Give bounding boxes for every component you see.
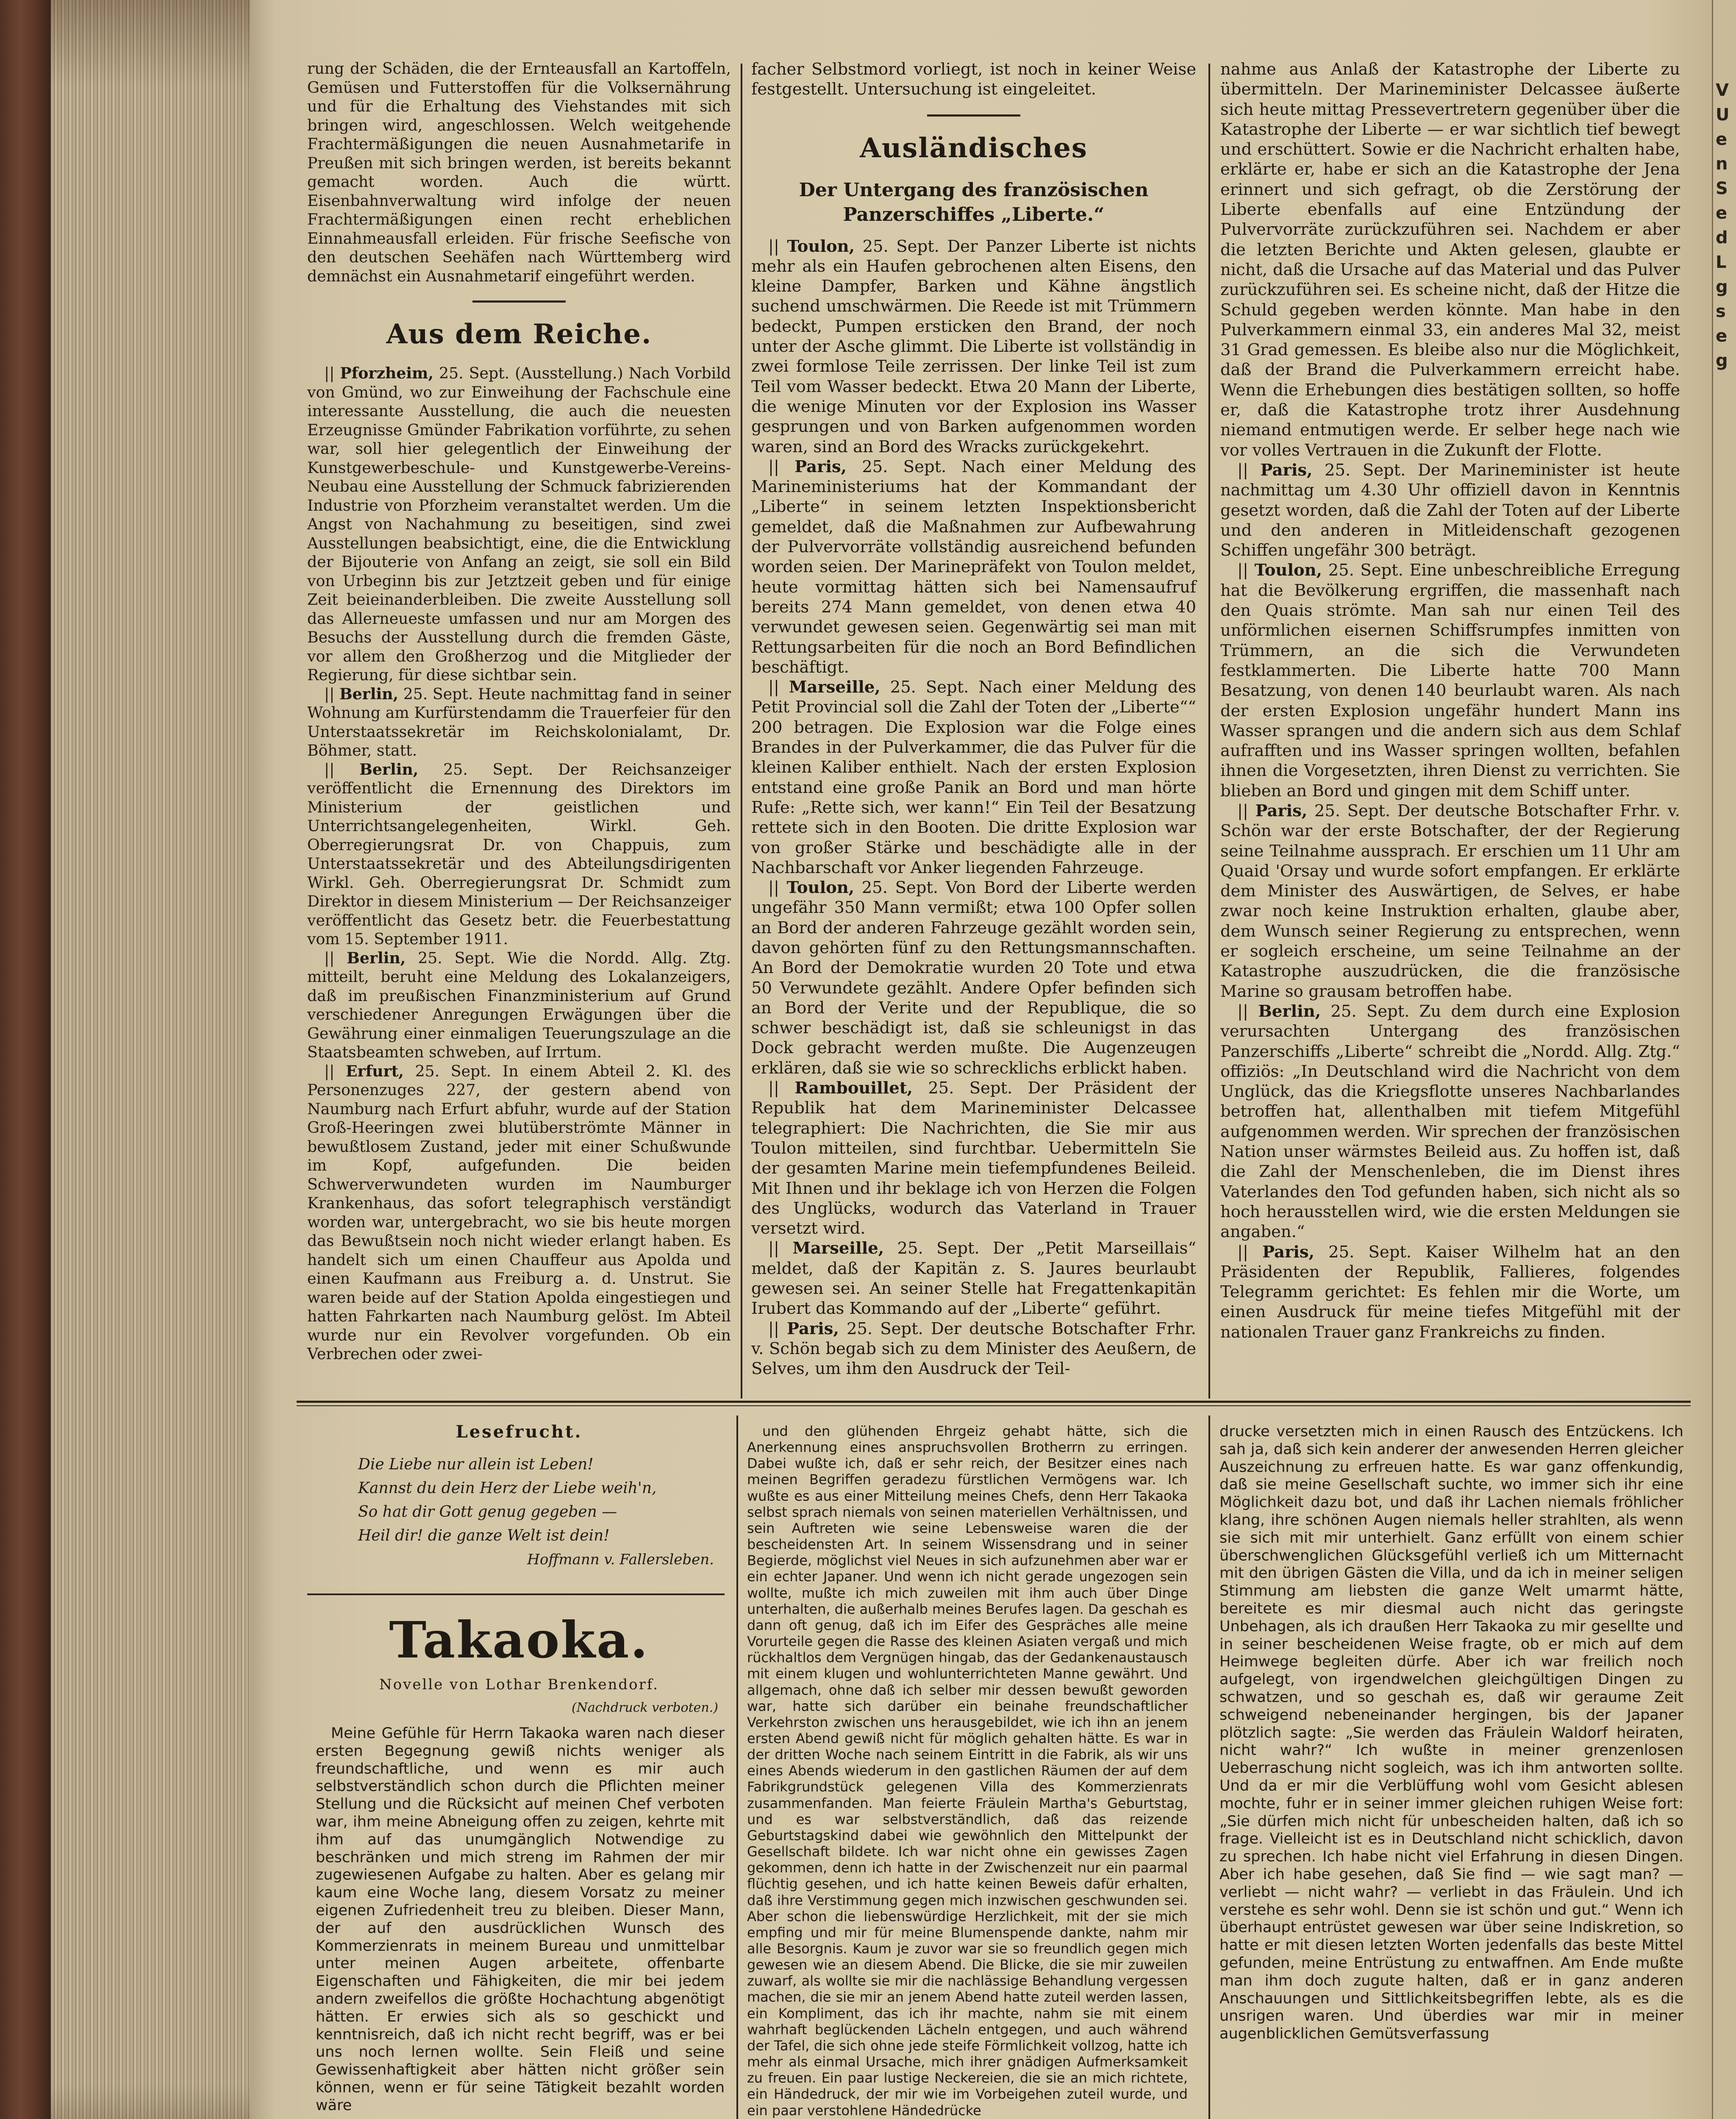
- story-column-2: [747, 1423, 1188, 2119]
- article-text: Nach einer Meldung des Marineministeriums hat der Kommandant der „Liberte“ in seinem letzten Inspektionsbericht gemeldet, daß die Maßnahmen zur Aufbewahrung der Pulvervorräte vollständig ausreichend befunden worden seien. Der Marinepräfekt von Toulon meldet, heute vormittag hätten sich bei Namensaufruf bereits 274 Mann gemeldet, von denen etwa 40 verwundet gewesen seien. Gegenwärtig sei man mit Rettungsarbeiten für die noch an Bord Befindlichen beschäftigt.: [751, 457, 1196, 677]
- strip-glyph: e: [1716, 203, 1728, 223]
- strip-glyph: d: [1716, 228, 1728, 247]
- next-page-strip: [1712, 0, 1736, 2119]
- article-text: Eine unbeschreibliche Erregung hat die Bevölkerung ergriffen, die massenhaft nach den Quais strömte. Man sah nur einen Teil des unförmlichen eisernen Schiffsrumpfes inmitten von Trümmern, an die sich die Verwundeten festklammerten. Die Liberte hatte 700 Mann Besatzung, von denen 140 beurlaubt waren. Als nach der ersten Explosion ungefähr hundert Mann ins Wasser sprangen und die andern sich aus dem Schlaf aufrafften und ins Wasser springen wollten, befahlen ihnen die Vorgesetzten, ihren Dienst zu verrichten. Sie blieben an Bord und gingen mit dem Schiff unter.: [1220, 561, 1680, 801]
- dateline-date: 25. Sept.: [847, 457, 947, 476]
- article-text: Wie die Nordd. Allg. Ztg. mitteilt, beruht eine Meldung des Lokalanzeigers, daß im preußischen Finanzministerium auf Grund verschiedener Anregungen Erwägungen über die Gewährung einer einmaligen Teuerungszulage an die Staatsbeamten schweben, auf Irrtum.: [307, 948, 731, 1061]
- subheading-liberte: Der Untergang des französischen Panzerschiffes „Liberte.“: [799, 179, 1149, 225]
- article-paragraph: [307, 364, 731, 685]
- dateline-date: 25. Sept.: [1322, 561, 1403, 580]
- dateline-date: 25. Sept.: [1307, 801, 1391, 820]
- article-text: Von Bord der Liberte werden ungefähr 350 Mann vermißt; etwa 100 Opfer sollen an Bord der anderen Fahrzeuge gezählt worden sein, davon gehörten fünf zu den Rettungsmannschaften. An Bord der Demokratie wurden 20 Tote und etwa 50 Verwundete gezählt. Andere Opfer befinden sich an Bord der Verite und der Republique, die so schwer beschädigt ist, daß sie schleunigst in das Dock gebracht werden mußte. Die Augenzeugen erklären, daß sie wie so schrecklichs erblickt haben.: [751, 878, 1197, 1078]
- story-text: drucke versetzten mich in einen Rausch des Entzückens. Ich sah ja, daß sich kein anderer der anwesenden Herren gleicher Auszeichnung zu erfreuen hatte. Es war ganz offenkundig, daß sie meine Gesellschaft suchte, wo immer sich ihr eine Möglichkeit dazu bot, und daß ihr Lachen niemals fröhlicher klang, ihre schönen Augen niemals heller strahlten, als wenn sie sich mit mir unterhielt. Ganz erfüllt von einem schier überschwenglichen Glücksgefühl verließ ich um Mitternacht mit den übrigen Gästen die Villa, und da ich in meiner seligen Stimmung am liebsten die ganze Welt umarmt hätte, bereitete es mir diesmal auch nicht das geringste Unbehagen, als ich draußen Herr Takaoka zu mir gesellte und in seiner bescheidenen Weise fragte, ob er mich auf dem Heimwege begleiten dürfe. Aber ich war freilich noch aufgelegt, von irgendwelchen gleichgültigen Dingen zu schwatzen, und so geschah es, daß wir geraume Zeit schweigend nebeneinander hergingen, bis der Japaner plötzlich sagte: „Sie werden das Fräulein Waldorf heiraten, nicht wahr?“ Ich wußte in meiner grenzenlosen Ueberraschung nicht sogleich, was ich ihm antworten sollte. Und da er mir die Verblüffung wohl vom Gesicht ablesen mochte, fuhr er in seiner immer gleichen ruhigen Weise fort: „Sie dürfen mich nicht für unbescheiden halten, daß ich so frage. Vielleicht ist es in Deutschland nicht schicklich, davon zu sprechen. Ich habe nicht viel Erfahrung in diesen Dingen. Aber ich habe gesehen, daß Sie find — wie sagt man? — verliebt — nicht wahr? — verliebt in das Fräulein. Und ich verstehe es sehr wohl. Denn sie ist schön und gut.“ Wenn ich überhaupt entrüstet gewesen war über seine Indiskretion, so hatte er mit diesen letzten Worten jedenfalls das beste Mittel gefunden, meine Entrüstung zu entwaffnen. Am Ende mußte man ihm doch zugute halten, daß er in ganz anderen Anschauungen und Sittlichkeitsbegriffen lebte, als es die unsrigen waren. Und überdies war mir in meiner augenblicklichen Gemütsverfassung: [1219, 1423, 1683, 2043]
- article-paragraph: [307, 760, 731, 949]
- dateline: Marseille,: [789, 678, 880, 697]
- poem-author: Hoffmann v. Fallersleben.: [527, 1551, 714, 1568]
- heading-auslaendisches: Ausländisches: [860, 132, 1088, 164]
- dateline: Erfurt,: [346, 1062, 404, 1080]
- strip-glyph: g: [1716, 351, 1728, 370]
- column-1: [307, 59, 731, 1364]
- dateline: Rambouillet,: [794, 1079, 913, 1098]
- article-paragraph: [751, 236, 1196, 457]
- dateline: Paris,: [1262, 1242, 1314, 1262]
- poem-line: So hat dir Gott genug gegeben —: [358, 1503, 617, 1521]
- col1-intro: rung der Schäden, die der Ernteausfall an Kartoffeln, Gemüsen und Futterstoffen für die Volksernährung und für die Erhaltung des Viehstandes mit sich bringen wird, angeschlossen. Welch weitgehende Frachtermäßigungen die neuen Ausnahmetarife in Preußen mit sich bringen werden, ist bereits bekannt gemacht worden. Auch die württ. Eisenbahnverwaltung wird infolge der neuen Frachtermäßigungen einen recht erheblichen Einnahmeausfall erleiden. Für frische Seefische von den deutschen Seehäfen nach Württemberg wird demnächst ein Ausnahmetarif eingeführt werden.: [307, 59, 731, 285]
- story-note: (Nachdruck verboten.): [571, 1700, 718, 1715]
- dateline-mark: ||: [768, 457, 795, 476]
- poem-line: Kannst du dein Herz der Liebe weih'n,: [358, 1479, 657, 1497]
- story-text: und den glühenden Ehrgeiz gehabt hätte, sich die Anerkennung eines anspruchsvollen Brotherrn zu erringen. Dabei wußte ich, daß er sehr reich, der Besitzer eines nach meinen Begriffen geradezu fürstlichen Vermögens war. Ich wußte es aus einer Mitteilung meines Chefs, denn Herr Takaoka selbst sprach niemals von seinen materiellen Verhältnissen, und sein Auftreten wie seine Lebensweise waren die der bescheidensten Art. In seinem Wissensdrang und in seiner Begierde, möglichst viel Neues in sich aufzunehmen aber war er ein echter Japaner. Und wenn ich nicht gerade ungezogen sein wollte, mußte ich mich zuweilen mit ihm auch über Dinge unterhalten, die außerhalb meines Berufes lagen. Da geschah es dann oft genug, daß ich im Eifer des Gespräches alle meine Vorurteile gegen die Rasse des kleinen Asiaten vergaß und mich rückhaltlos dem Vergnügen hingab, das der Gedankenaustausch mit einem klugen und wohlunterrichteten Manne gewährt. Und allgemach, ohne daß ich selber mir dessen bewußt geworden war, hatte sich darüber ein beinahe freundschaftlicher Verkehrston zwischen uns herausgebildet, wie ich ihn an jenem ersten Abend gewiß nicht für möglich gehalten hätte. Es war in der dritten Woche nach seinem Eintritt in die Fabrik, als wir uns eines Abends wiederum in den gastlichen Räumen der auf dem Fabrikgrundstück gelegenen Villa des Kommerzienrats zusammenfanden. Man feierte Fräulein Martha's Geburtstag, und es war selbstverständlich, daß das reizende Geburtstagskind dabei wie gewöhnlich den Mittelpunkt der Gesellschaft bildete. Ich war nicht ohne ein gewisses Zagen gekommen, denn ich hatte in der Zwischenzeit nur ein paarmal flüchtig gesehen, und ich hatte keinen Beweis dafür erhalten, daß ihre Verstimmung gegen mich inzwischen geschwunden sei. Aber schon die liebenswürdige Herzlichkeit, mit der sie mich empfing und mir für meine Blumenspende dankte, nahm mir alle Besorgnis. Kaum je zuvor war sie so freundlich gegen mich gewesen wie an diesem Abend. Die Blicke, die sie mir zuweilen zuwarf, als wollte sie mir die nachlässige Behandlung vergessen machen, die sie mir an jenem Abend hatte zuteil werden lassen, ein Kompliment, das ich ihr machte, nahm sie mit einem wahrhaft beglückenden Lächeln entgegen, und auch während der Tafel, die sich ohne jede steife Förmlichkeit vollzog, hatte ich mehr als einmal Ursache, mich ihrer gnädigen Aufmerksamkeit zu freuen. Ein paar lustige Neckereien, die sie an mich richtete, ein Händedruck, der mir wie im Vorbeigehen zuteil wurde, und ein paar verstohlene Händedrücke: [747, 1423, 1188, 2119]
- dateline-mark: ||: [324, 364, 340, 382]
- strip-glyph: e: [1716, 130, 1728, 149]
- column-rule: [1208, 64, 1210, 1399]
- dateline-date: 25. Sept.: [855, 236, 939, 256]
- dateline-date: 25. Sept.: [880, 678, 969, 697]
- poem-title: Lesefrucht.: [456, 1422, 583, 1442]
- dateline-date: 25. Sept.: [884, 1239, 980, 1258]
- article-text: Heute nachmittag fand in seiner Wohnung am Kurfürstendamm die Trauerfeier für den Unterstaatssekretär im Reichskolonialamt, Dr. Böhmer, statt.: [307, 684, 731, 759]
- col2-intro: facher Selbstmord vorliegt, ist noch in keiner Weise festgestellt. Untersuchung ist eingeleitet.: [751, 60, 1196, 99]
- article-paragraph: [751, 1078, 1196, 1238]
- article-paragraph: [307, 949, 731, 1062]
- article-paragraph: [1220, 801, 1680, 1001]
- story-title: Takaoka.: [389, 1610, 649, 1669]
- dateline-mark: ||: [324, 948, 347, 967]
- strip-glyph: V: [1716, 81, 1729, 100]
- article-text: Zu dem durch eine Explosion verursachten Untergang des französischen Panzerschiffs „Liberte“ schreibt die „Nordd. Allg. Ztg.“ offiziös: „In Deutschland wird die Nachricht von dem Unglück, das die Kriegsflotte unseres Nachbarlandes betroffen hat, allenthalben mit tiefem Mitgefühl aufgenommen werden. Wir sprechen der französischen Nation unser wärmstes Beileid aus. Zu hoffen ist, daß die Zahl der Menschenleben, die im Dienst ihres Vaterlandes den Tod gefunden haben, sich nicht als so hoch herausstellen wird, wie die ersten Meldungen sie angaben.“: [1220, 1001, 1680, 1242]
- strip-glyph: U: [1716, 105, 1730, 125]
- article-paragraph: [1220, 1242, 1680, 1342]
- dateline: Berlin,: [359, 760, 419, 779]
- dateline-mark: ||: [1237, 1001, 1258, 1021]
- story-column-3: [1219, 1423, 1683, 2043]
- dateline-mark: ||: [1237, 1242, 1263, 1262]
- poem-rule: [307, 1593, 725, 1595]
- article-paragraph: [307, 1062, 731, 1364]
- dateline-mark: ||: [768, 1079, 795, 1098]
- dateline-date: 25. Sept.: [854, 878, 939, 898]
- strip-glyph: g: [1716, 277, 1728, 297]
- dateline-mark: ||: [324, 684, 339, 703]
- strip-glyph: e: [1716, 326, 1728, 346]
- poem-line: Die Liebe nur allein ist Leben!: [358, 1456, 594, 1473]
- dateline-date: 25. Sept.: [839, 1319, 923, 1338]
- book-spine: [0, 0, 51, 2119]
- article-text: Nach einer Meldung des Petit Provincial soll die Zahl der Toten der „Liberte““ 200 betragen. Die Explosion war die Folge eines Brandes in der Pulverkammer, die das Pulver für die kleinen Kaliber enthielt. Nach der ersten Explosion entstand eine große Panik an Bord und man hörte Rufe: „Rette sich, wer kann!“ Ein Teil der Besatzung rettete sich in den Booten. Die dritte Explosion war von großer Stärke und beschädigte alle in der Nachbarschaft vor Anker liegenden Fahrzeuge.: [751, 678, 1196, 877]
- article-text: Der Panzer Liberte ist nichts mehr als ein Haufen gebrochenen alten Eisens, den kleine Dampfer, Barken und Kähne ängstlich suchend umschwärmen. Die Reede ist mit Trümmern bedeckt, Pumpen ersticken den Brand, der noch unter der Asche glimmt. Die Liberte ist vollständig in zwei formlose Teile zerrissen. Der linke Teil ist zum Teil vom Wasser bedeckt. Etwa 20 Mann der Liberte, die wenige Minuten vor der Explosion ins Wasser gesprungen und von Barken aufgenommen worden waren, sind an Bord des Wracks zurückgekehrt.: [751, 236, 1196, 456]
- dateline: Paris,: [794, 457, 847, 476]
- article-text: Kaiser Wilhelm hat an den Präsidenten der Republik, Fallieres, folgendes Telegramm gerichtet: Es fehlen mir die Worte, um einen Ausdruck für meine tiefes Mitgefühl mit der nationalen Trauer ganz Frankreichs zu finden.: [1220, 1242, 1680, 1342]
- dateline: Paris,: [1260, 460, 1313, 480]
- dateline: Berlin,: [1258, 1001, 1321, 1021]
- dateline-date: 25. Sept.: [1312, 460, 1406, 480]
- dateline: Toulon,: [786, 878, 855, 898]
- dateline: Paris,: [1255, 801, 1308, 820]
- article-text: Der Präsident der Republik hat dem Marineminister Delcassee telegraphiert: Die Nachrichten, die Sie mir aus Toulon mitteilen, sind furchtbar. Uebermitteln Sie der gesamten Marine mein tiefempfundenes Beileid. Mit Ihnen und ihr beklage ich von Herzen die Folgen des Unglücks, wodurch das Vaterland in Trauer versetzt wird.: [751, 1079, 1197, 1238]
- feuilleton-rule: [297, 1401, 1691, 1403]
- dateline: Paris,: [787, 1319, 839, 1338]
- column-3: [1220, 59, 1680, 1342]
- dateline-date: 25. Sept.: [404, 1062, 492, 1080]
- story-text: Meine Gefühle für Herrn Takaoka waren nach dieser ersten Begegnung gewiß nichts weniger als freundschaftliche, und wenn es mir auch selbstverständlich schon durch die Pflichten meiner Stellung und die Rücksicht auf meinen Chef verboten war, ihm meine Abneigung offen zu zeigen, kehrte mit ihm auf das unumgänglich Notwendige zu beschränken und mich streng im Rahmen der mir zugewiesenen Aufgabe zu halten. Aber es gelang mir kaum eine Woche lang, diesem Vorsatz zu meiner eigenen Zufriedenheit treu zu bleiben. Dieser Mann, der auf den ausdrücklichen Wunsch des Kommerzienrats in meinem Bureau und unmittelbar unter meinen Augen arbeitete, offenbarte Eigenschaften und Fähigkeiten, die mir bei jedem andern zweifellos die größte Hochachtung abgenötigt hätten. Er erwies sich als so geschickt und kenntnisreich, daß ich nicht recht begriff, was er bei uns noch lernen wollte. Sein Fleiß und seine Gewissenhaftigkeit aber hätten nicht größer sein können, wenn er für seine Tätigkeit bezahlt worden wäre: [316, 1725, 725, 2114]
- article-paragraph: [1220, 560, 1680, 801]
- dateline-mark: ||: [768, 1319, 787, 1338]
- heading-aus-dem-reiche: Aus dem Reiche.: [386, 318, 652, 350]
- dateline-date: 25. Sept.: [398, 684, 473, 703]
- col1-articles: [307, 364, 731, 1364]
- dateline-mark: ||: [1237, 801, 1255, 820]
- dateline: Berlin,: [347, 948, 406, 967]
- article-text: Der Reichsanzeiger veröffentlicht die Ernennung des Direktors im Ministerium der geistlichen und Unterrichtsangelegenheiten, Wirkl. Geh. Oberregierungsrat Dr. von Chappuis, zum Unterstaatssekretär und des Abteilungsdirigenten Wirkl. Geh. Oberregierungsrat Dr. Schmidt zum Direktor in diesem Ministerium — Der Reichsanzeiger veröffentlicht das Gesetz betr. die Feuerbestattung vom 15. September 1911.: [307, 760, 731, 948]
- strip-glyph: S: [1716, 179, 1728, 198]
- dateline-date: 25. Sept.: [1314, 1242, 1412, 1262]
- dateline-date: 25. Sept.: [406, 948, 495, 967]
- article-text: In einem Abteil 2. Kl. des Personenzuges 227, der gestern abend von Naumburg nach Erfurt abfuhr, wurde auf der Station Groß-Heeringen zwei blutüberströmte Männer in bewußtlosem Zustand, jeder mit einer Schußwunde im Kopf, aufgefunden. Die beiden Schwerverwundeten wurden im Naumburger Krankenhaus, das sofort telegraphisch verständigt worden war, untergebracht, wo sie bis heute morgen das Bewußtsein noch nicht wieder erlangt haben. Es handelt sich um einen Chauffeur aus Apolda und einen Kaufmann aus Freiburg a. d. Unstrut. Sie waren beide auf der Station Apolda eingestiegen und hatten Fahrkarten nach Naumburg gelöst. Im Abteil wurde nur ein Revolver vorgefunden. Ob ein Verbrechen oder zwei-: [307, 1062, 731, 1363]
- feuilleton-column-rule: [1208, 1415, 1210, 2119]
- dateline-mark: ||: [768, 236, 787, 256]
- article-paragraph: [307, 685, 731, 760]
- story-byline: Novelle von Lothar Brenkendorf.: [379, 1676, 659, 1693]
- section-divider: [927, 114, 1020, 117]
- dateline-date: 25. Sept.: [418, 760, 533, 779]
- article-paragraph: [751, 1319, 1196, 1379]
- strip-glyph: n: [1716, 154, 1728, 174]
- col3-intro: nahme aus Anlaß der Katastrophe der Liberte zu übermitteln. Der Marineminister Delcassee äußerte sich heute mittag Pressevertretern gegenüber über die Katastrophe der Liberte — er war sichtlich tief bewegt und erschüttert. Sowie er die Nachricht erhalten habe, erklärte er, habe er sich an die Katastrophe der Jena erinnert und sich gefragt, ob die Zerstörung der Liberte ebenfalls auf eine Entzündung der Pulvervorräte zurückzuführen sei. Nachdem er aber die letzten Berichte und Akten gelesen, glaubte er nicht, daß die Ursache auf das Material und das Pulver zurückzuführen sei. Es scheine nicht, daß der Hitze die Schuld gegeben werden könnte. Man habe in den Pulverkammern einmal 33, ein anderes Mal 32, meist 31 Grad gemessen. Es bleibe also nur die Möglichkeit, daß der Brand die Pulverkammern erreicht habe. Wenn die Erhebungen dies bestätigen sollten, so hoffe er, daß die Katastrophe trotz ihrer Ausdehnung niemand entmutigen werde. Er selber hege nach wie vor volles Vertrauen in die Zukunft der Flotte.: [1220, 60, 1680, 460]
- article-paragraph: [751, 457, 1196, 677]
- dateline-date: 25. Sept.: [1321, 1001, 1410, 1021]
- dateline-date: 25. Sept. (Ausstellung.): [433, 364, 623, 382]
- dateline: Toulon,: [1254, 561, 1322, 580]
- article-paragraph: [1220, 460, 1680, 560]
- dateline: Toulon,: [787, 236, 855, 256]
- dateline-mark: ||: [1237, 561, 1255, 580]
- strip-glyph: s: [1716, 302, 1726, 321]
- section-divider: [472, 300, 566, 303]
- poem-line: Heil dir! die ganze Welt ist dein!: [358, 1527, 610, 1544]
- article-paragraph: [751, 677, 1196, 878]
- column-rule: [741, 64, 742, 1399]
- dateline: Berlin,: [339, 684, 399, 703]
- feuilleton-column-rule: [736, 1415, 738, 2119]
- dateline-date: 25. Sept.: [912, 1079, 1013, 1098]
- col3-articles: [1220, 460, 1680, 1342]
- article-paragraph: [751, 1238, 1196, 1318]
- column-2: [751, 59, 1196, 1379]
- dateline: Marseille,: [792, 1239, 884, 1258]
- dateline-mark: ||: [324, 1062, 346, 1080]
- dateline: Pforzheim,: [340, 364, 434, 382]
- article-text: Der deutsche Botschafter Frhr. v. Schön war der erste Botschafter, der der Regierung seine Teilnahme aussprach. Er erschien um 11 Uhr am Quaid 'Orsay und wurde sofort empfangen. Er erklärte dem Minister des Auswärtigen, de Selves, er habe zwar noch keine Instruktion erhalten, glaube aber, dem Wunsch seiner Regierung zu entsprechen, wenn er sogleich erscheine, um seine Teilnahme an der Katastrophe auszudrücken, die die französische Marine so grausam betroffen habe.: [1220, 801, 1680, 1001]
- article-text: Der „Petit Marseillais“ meldet, daß der Kapitän z. S. Jaures beurlaubt gewesen sei. An seiner Stelle hat Fregattenkapitän Irubert das Kommando auf der „Liberte“ geführt.: [751, 1239, 1196, 1318]
- dateline-mark: ||: [768, 678, 789, 697]
- dateline-mark: ||: [768, 878, 787, 898]
- poem: [307, 1422, 731, 1568]
- article-paragraph: [1220, 1001, 1680, 1242]
- page-edges: [51, 0, 250, 2119]
- story-column-1: [316, 1725, 725, 2115]
- article-text: Der Marineminister ist heute nachmittag um 4.30 Uhr offiziell davon in Kenntnis gesetzt worden, daß die Zahl der Toten auf der Liberte und den anderen in Mitleidenschaft gezogenen Schiffen ungefähr 300 beträgt.: [1220, 460, 1680, 560]
- dateline-mark: ||: [324, 760, 360, 779]
- article-paragraph: [751, 878, 1196, 1078]
- feuilleton-rule-thin: [297, 1405, 1691, 1406]
- dateline-mark: ||: [1237, 460, 1261, 480]
- article-text: Nach Vorbild von Gmünd, wo zur Einweihung der Fachschule eine interessante Ausstellung, die auch die neuesten Erzeugnisse Gmünder Fabrikation vorführte, zu sehen war, soll hier gelegentlich der Einweihung der Kunstgewerbeschule- und Kunstgewerbe-Vereins-Neubau eine Ausstellung der Schmuck fabrizierenden Industrie von Pforzheim veranstaltet werden. Um die Angst von Nachahmung zu beseitigen, sind zwei Ausstellungen beabsichtigt, eine, die die Entwicklung der Bijouterie von Anfang an zeigt, sie soll ein Bild von Urbeginn bis zur Jetztzeit geben und für einige Zeit beieinanderbleiben. Die zweite Ausstellung soll das Allerneueste umfassen und nur am Morgen des Besuchs der Ausstellung durch die fremden Gäste, vor allem den Großherzog und die Mitglieder der Regierung, für diese sichtbar sein.: [307, 364, 731, 684]
- dateline-mark: ||: [768, 1239, 793, 1258]
- article-text: Der deutsche Botschafter Frhr. v. Schön begab sich zu dem Minister des Aeußern, de Selves, um ihm den Ausdruck der Teil-: [751, 1319, 1197, 1379]
- col2-articles: [751, 236, 1196, 1379]
- strip-glyph: L: [1716, 253, 1727, 272]
